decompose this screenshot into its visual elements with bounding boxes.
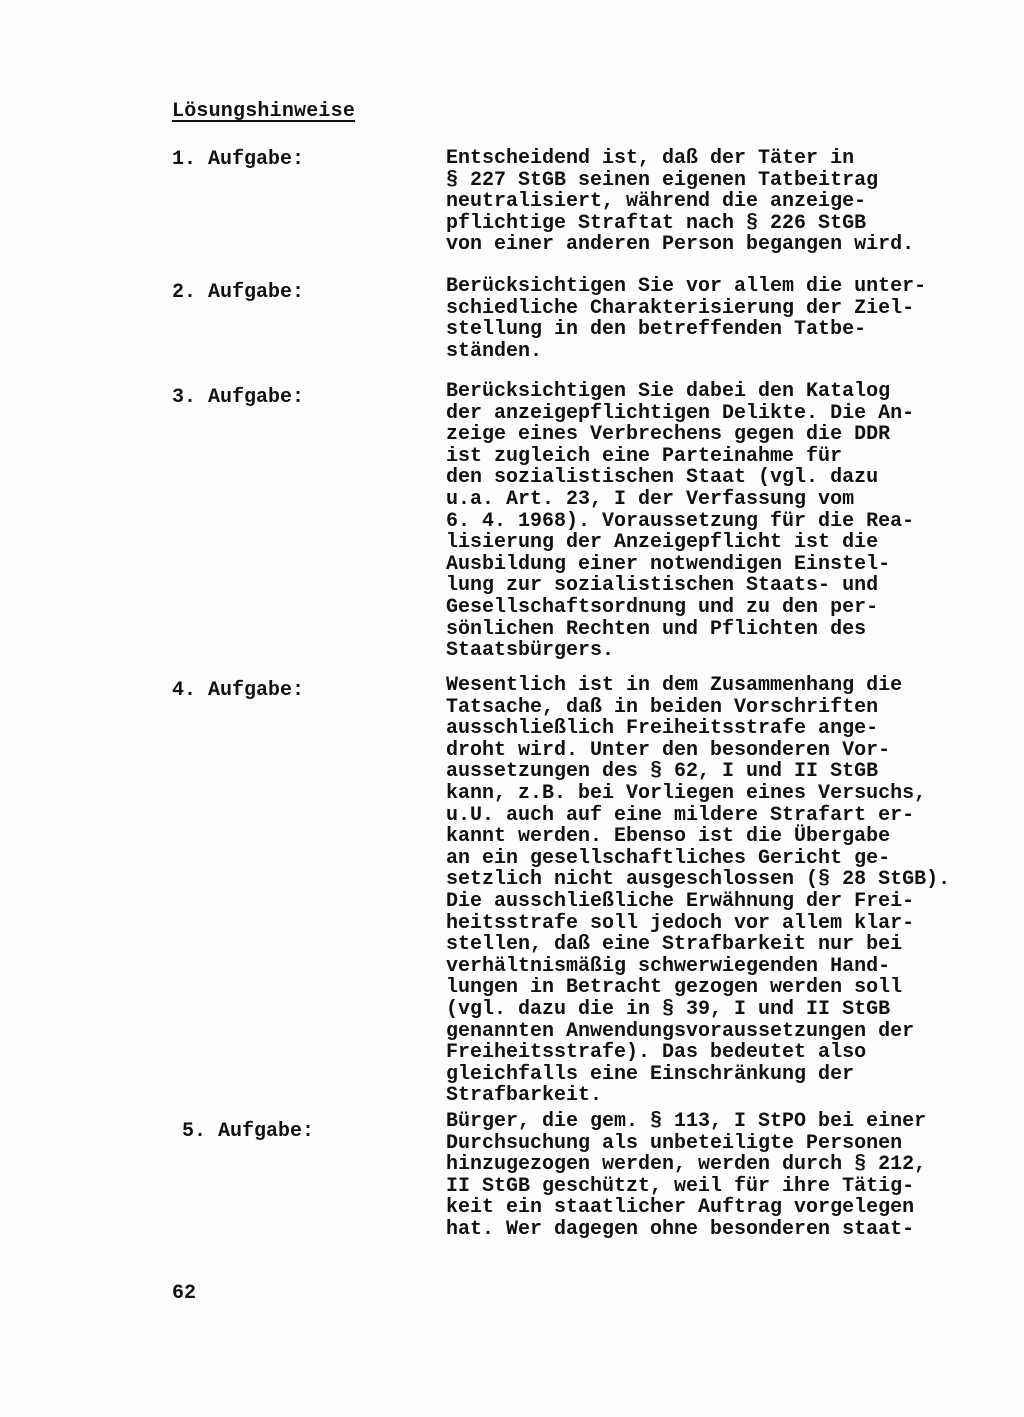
text-line: Durchsuchung als unbeteiligte Personen [446, 1131, 903, 1155]
text-line: Entscheidend ist, daß der Täter in [446, 147, 855, 170]
text-line: u.U. auch auf eine mildere Strafart er- [446, 803, 915, 827]
text-line: ständen. [446, 339, 543, 363]
text-line: lung zur sozialistischen Staats- und [446, 574, 879, 598]
text-line: Gesellschaftsordnung und zu den per- [446, 595, 879, 619]
text-line: Ausbildung einer notwendigen Einstel- [446, 552, 891, 576]
task-1-label: 1. Aufgabe: [172, 148, 305, 171]
task-5-text [446, 1111, 986, 1241]
text-line: lungen in Betracht gezogen werden soll [446, 976, 903, 1000]
text-line: 6. 4. 1968). Voraussetzung für die Rea- [446, 509, 915, 533]
text-line: droht wird. Unter den besonderen Vor- [446, 738, 891, 762]
text-line: genannten Anwendungsvoraussetzungen der [446, 1019, 915, 1043]
text-line: Berücksichtigen Sie vor allem die unter- [446, 275, 927, 298]
text-line: stellen, daß eine Strafbarkeit nur bei [446, 933, 903, 957]
text-line: kann, z.B. bei Vorliegen eines Versuchs, [446, 781, 927, 805]
text-line: II StGB geschützt, weil für ihre Tätig- [446, 1174, 915, 1198]
text-line: kannt werden. Ebenso ist die Übergabe [446, 825, 891, 849]
text-line: Wesentlich ist in dem Zusammenhang die [446, 674, 903, 697]
task-4-label: 4. Aufgabe: [172, 679, 305, 702]
text-line: u.a. Art. 23, I der Verfassung vom [446, 487, 855, 511]
text-line: schiedliche Charakterisierung der Ziel- [446, 296, 915, 320]
task-4-text [446, 675, 986, 1107]
task-1-text [446, 148, 986, 256]
text-line: stellung in den betreffenden Tatbe- [446, 318, 867, 342]
text-line: Die ausschließliche Erwähnung der Frei- [446, 889, 915, 913]
text-line: sönlichen Rechten und Pflichten des [446, 617, 867, 641]
text-line: setzlich nicht ausgeschlossen (§ 28 StGB). [446, 868, 951, 892]
text-line: verhältnismäßig schwerwiegenden Hand- [446, 954, 891, 978]
text-line: zeige eines Verbrechens gegen die DDR [446, 423, 891, 447]
text-line: hinzugezogen werden, werden durch § 212, [446, 1153, 927, 1177]
text-line: Bürger, die gem. § 113, I StPO bei einer [446, 1110, 927, 1133]
page-heading: Lösungshinweise [172, 100, 356, 123]
task-5-label: 5. Aufgabe: [182, 1120, 315, 1143]
page-number: 62 [172, 1282, 197, 1305]
text-line: lisierung der Anzeigepflicht ist die [446, 531, 879, 555]
text-line: gleichfalls eine Einschränkung der [446, 1062, 855, 1086]
text-line: der anzeigepflichtigen Delikte. Die An- [446, 401, 915, 425]
text-line: keit ein staatlicher Auftrag vorgelegen [446, 1196, 915, 1220]
text-line: ausschließlich Freiheitsstrafe ange- [446, 717, 879, 741]
text-line: von einer anderen Person begangen wird. [446, 233, 915, 257]
text-line: pflichtige Straftat nach § 226 StGB [446, 211, 867, 235]
text-line: Freiheitsstrafe). Das bedeutet also [446, 1041, 867, 1065]
text-line: Staatsbürgers. [446, 639, 615, 663]
text-line: § 227 StGB seinen eigenen Tatbeitrag [446, 168, 879, 192]
text-line: den sozialistischen Staat (vgl. dazu [446, 466, 879, 490]
text-line: neutralisiert, während die anzeige- [446, 190, 867, 214]
task-2-label: 2. Aufgabe: [172, 281, 305, 304]
text-line: aussetzungen des § 62, I und II StGB [446, 760, 879, 784]
text-line: ist zugleich eine Parteinahme für [446, 444, 843, 468]
text-line: Berücksichtigen Sie dabei den Katalog [446, 380, 891, 403]
text-line: Strafbarkeit. [446, 1084, 603, 1108]
task-2-text [446, 276, 986, 362]
text-line: (vgl. dazu die in § 39, I und II StGB [446, 997, 891, 1021]
text-line: hat. Wer dagegen ohne besonderen staat- [446, 1217, 915, 1241]
task-3-text [446, 381, 986, 662]
text-line: heitsstrafe soll jedoch vor allem klar- [446, 911, 915, 935]
task-3-label: 3. Aufgabe: [172, 386, 305, 409]
text-line: Tatsache, daß in beiden Vorschriften [446, 695, 879, 719]
text-line: an ein gesellschaftliches Gericht ge- [446, 846, 891, 870]
